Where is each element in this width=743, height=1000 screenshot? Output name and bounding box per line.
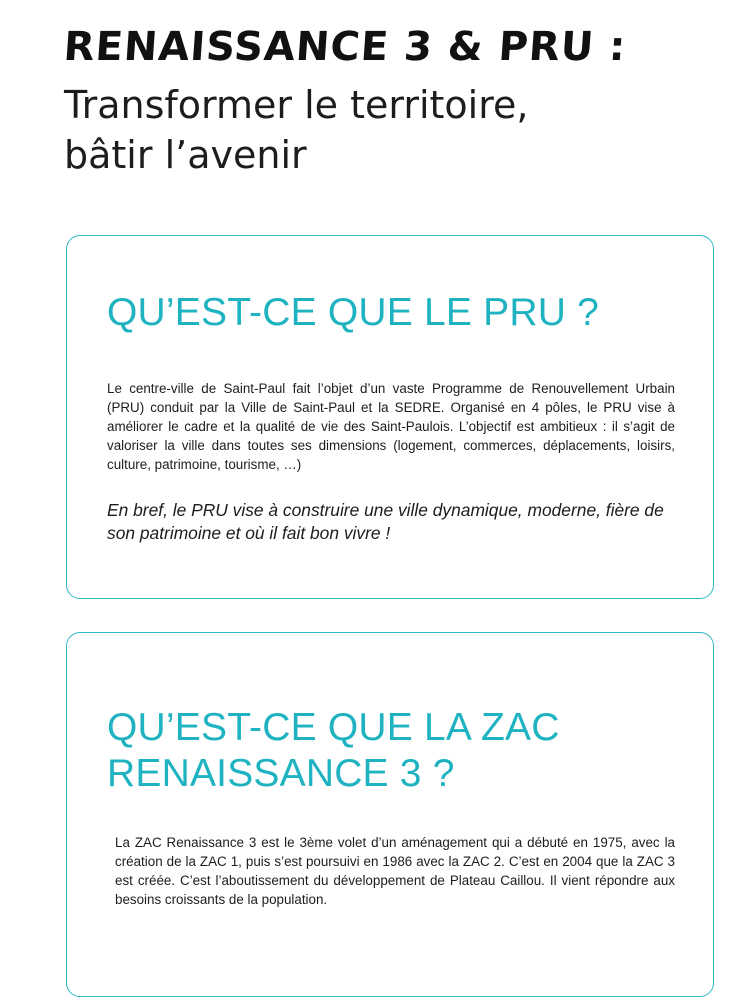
zac-title-line-1: QU’EST-CE QUE LA ZAC — [107, 706, 560, 749]
page-header — [62, 22, 702, 180]
zac-card — [66, 632, 714, 997]
pru-summary: En bref, le PRU vise à construire une ville dynamique, moderne, fière de son patrimoine et où il fait bon vivre ! — [107, 500, 664, 543]
zac-title — [107, 705, 667, 797]
pru-body-text: Le centre-ville de Saint-Paul fait l’objet d’un vaste Programme de Renouvellement Urbain (PRU) conduit par la Ville de Saint-Paul et la SEDRE. Organisé en 4 pôles, le PRU vise à améliorer le cadre et la qualité de vie des Saint-Paulois. L’objectif est ambitieux : il s’agit de valoriser la ville dans toutes ses dimensions (logement, commerces, déplacements, loisirs, culture, patrimoine, tourisme, …) — [107, 381, 675, 472]
page-subtitle — [64, 80, 702, 180]
brand-heading: RENAISSANCE 3 & PRU : — [62, 24, 628, 70]
subtitle-line-1: Transformer le territoire, — [64, 83, 529, 127]
pru-card — [66, 235, 714, 599]
zac-title-line-2: RENAISSANCE 3 ? — [107, 752, 455, 795]
subtitle-line-2: bâtir l’avenir — [64, 133, 307, 177]
pru-title: QU’EST-CE QUE LE PRU ? — [107, 291, 600, 334]
zac-body-text: La ZAC Renaissance 3 est le 3ème volet d’un aménagement qui a débuté en 1975, avec la création de la ZAC 1, puis s’est poursuivi en 1986 avec la ZAC 2. C’est en 2004 que la ZAC 3 est créée. C’est l’aboutissement du développement de Plateau Caillou. Il vient répondre aux besoins croissants de la population. — [115, 835, 675, 907]
